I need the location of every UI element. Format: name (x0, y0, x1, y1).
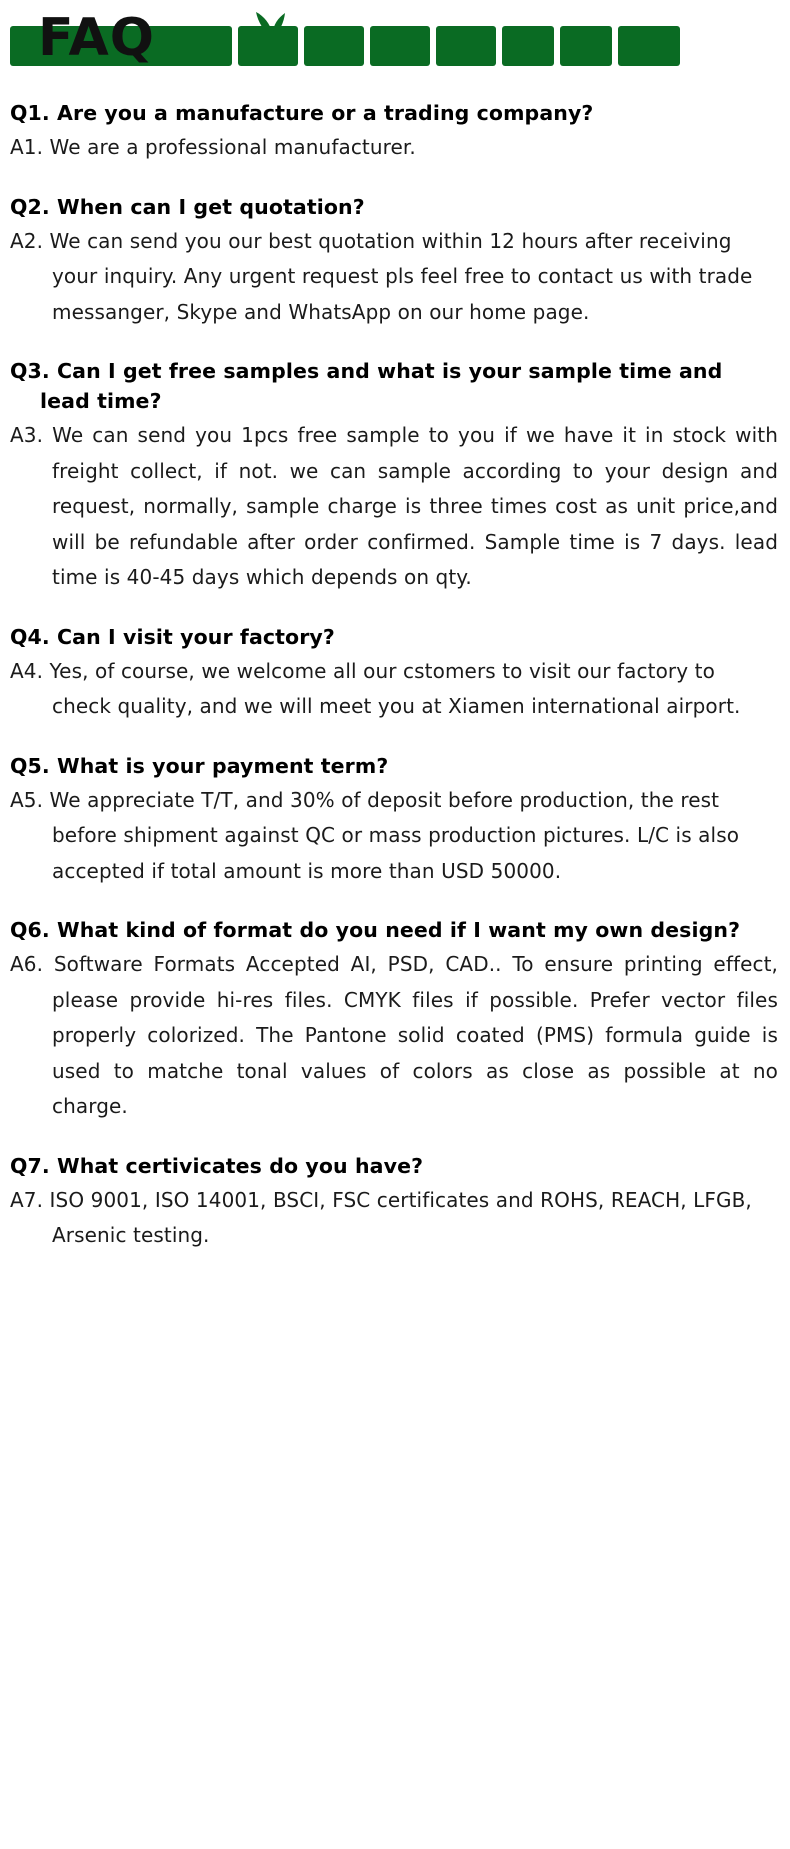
faq-page (0, 8, 790, 1310)
faq-answer: A2. We can send you our best quotation within 12 hours after receiving your inquiry. Any urgent request pls feel free to contact us with trade messanger, Skype and WhatsApp on our home page. (10, 228, 753, 324)
faq-item (10, 192, 778, 331)
faq-question: Q2. When can I get quotation? (10, 194, 365, 219)
faq-item (10, 751, 778, 890)
faq-answer: A3. We can send you 1pcs free sample to you if we have it in stock with freight collect, if not. we can sample according to your design and request, normally, sample charge is three times cost as unit price,and will be refundable after order confirmed. Sample time is 7 days. lead time is 40-45 days which depends on qty. (10, 423, 778, 589)
faq-answer: A4. Yes, of course, we welcome all our cstomers to visit our factory to check quality, and we will meet you at Xiamen international airport. (10, 658, 741, 718)
faq-answer: A1. We are a professional manufacturer. (10, 135, 416, 159)
faq-item (10, 356, 778, 596)
faq-answer: A6. Software Formats Accepted AI, PSD, CAD.. To ensure printing effect, please provide hi-res files. CMYK files if possible. Prefer vector files properly colorized. The Pantone solid coated (PMS) formula guide is used to matche tonal values of colors as close as possible at no charge. (10, 952, 778, 1118)
faq-question: Q3. Can I get free samples and what is your sample time and lead time? (10, 359, 723, 413)
faq-question: Q1. Are you a manufacture or a trading company? (10, 101, 594, 125)
page-title: FAQ (38, 8, 156, 68)
faq-banner (0, 8, 790, 80)
faq-list (0, 80, 790, 1254)
faq-item (10, 915, 778, 1125)
faq-question: Q6. What kind of format do you need if I want my own design? (10, 918, 741, 942)
faq-answer: A5. We appreciate T/T, and 30% of deposit before production, the rest before shipment against QC or mass production pictures. L/C is also accepted if total amount is more than USD 50000. (10, 787, 740, 883)
faq-answer: A7. ISO 9001, ISO 14001, BSCI, FSC certificates and ROHS, REACH, LFGB, Arsenic testing. (10, 1187, 752, 1247)
faq-question: Q5. What is your payment term? (10, 753, 389, 778)
faq-question: Q7. What certivicates do you have? (10, 1153, 424, 1178)
faq-item (10, 98, 778, 166)
faq-question: Q4. Can I visit your factory? (10, 624, 335, 649)
leaf-icon (242, 10, 302, 40)
faq-item (10, 622, 778, 725)
faq-item (10, 1151, 778, 1254)
